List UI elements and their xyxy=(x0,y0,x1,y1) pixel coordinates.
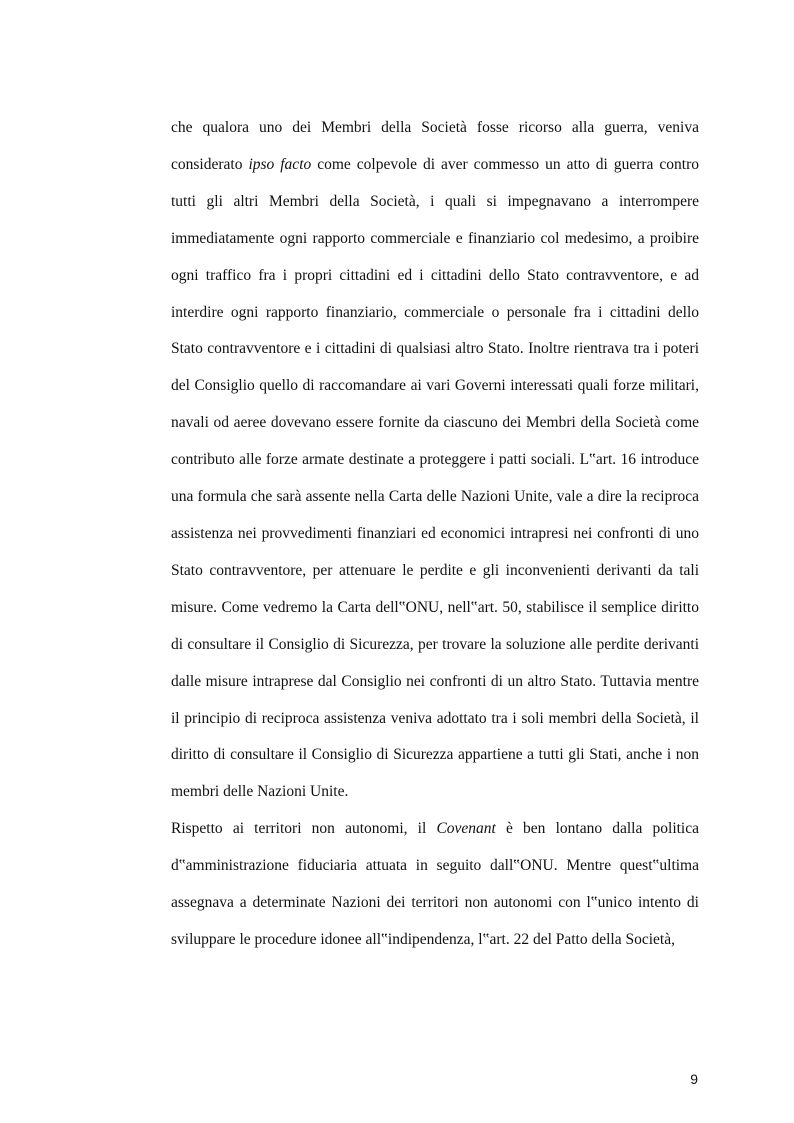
text-run: che qualora uno dei Membri della Società fosse ricorso alla guerra, veniva considerato xyxy=(171,119,699,173)
text-run: come colpevole di aver commesso un atto di guerra contro tutti gli altri Membri della Società, i quali si impegnavano a interrompere immediatamente ogni rapporto commerciale e finanziario col medesimo, a proibire ogni traffico fra i propri cittadini ed i cittadini dello Stato contravventore, e ad interdire ogni rapporto finanziario, commerciale o personale fra i cittadini dello Stato contravventore e i cittadini di qualsiasi altro Stato. Inoltre rientrava tra i poteri del Consiglio quello di raccomandare ai vari Governi interessati quali forze militari, navali od aeree dovevano essere fornite da ciascuno dei Membri della Società come contributo alle forze armate destinate a proteggere i patti sociali. L‟art. 16 introduce una formula che sarà assente nella Carta delle Nazioni Unite, vale a dire la reciproca assistenza nei provvedimenti finanziari ed economici intrapresi nei confronti di uno Stato contravventore, per attenuare le perdite e gli inconvenienti derivanti da tali misure. Come vedremo la Carta dell‟ONU, nell‟art. 50, stabilisce il semplice diritto di consultare il Consiglio di Sicurezza, per trovare la soluzione alle perdite derivanti dalle misure intraprese dal Consiglio nei confronti di un altro Stato. Tuttavia mentre il principio di reciproca assistenza veniva adottato tra i soli membri della Società, il diritto di consultare il Consiglio di Sicurezza appartiene a tutti gli Stati, anche i non membri delle Nazioni Unite. xyxy=(171,155,699,801)
body-text xyxy=(171,110,699,959)
page-number: 9 xyxy=(690,1071,698,1087)
italic-phrase: ipso facto xyxy=(248,155,312,173)
paragraph-1 xyxy=(171,110,699,811)
text-run: è ben lontano dalla politica d‟amministrazione fiduciaria attuata in seguito dall‟ONU. Mentre quest‟ultima assegnava a determinate Nazioni dei territori non autonomi con l‟unico intento di sviluppare le procedure idonee all‟indipendenza, l‟art. 22 del Patto della Società, xyxy=(171,820,699,948)
paragraph-2 xyxy=(171,811,699,959)
italic-phrase: Covenant xyxy=(436,820,496,838)
text-run: Rispetto ai territori non autonomi, il xyxy=(171,820,437,838)
